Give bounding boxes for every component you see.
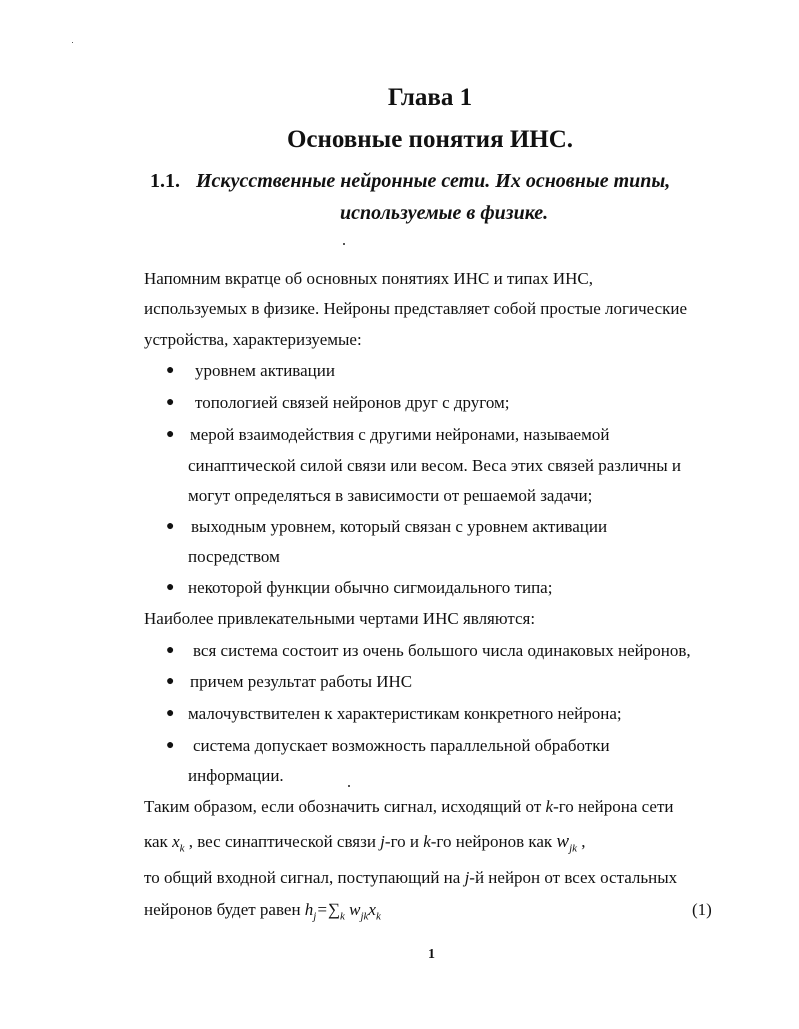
bullet-icon: ● — [166, 519, 175, 534]
final-line-4: нейронов будет равен $h_j=\sum_k$ $w_{jk}x_k$ — [144, 900, 381, 923]
bullet-icon: ● — [166, 674, 175, 689]
section-title-line2: используемые в физике. — [340, 202, 549, 224]
scan-speck — [348, 785, 350, 787]
list-item: топологией связей нейронов друг с другом; — [195, 393, 510, 412]
intro-line-3: устройства, характеризуемые: — [144, 330, 362, 349]
list-item: выходным уровнем, который связан с уровнем активации — [191, 517, 608, 536]
list-item-continuation: могут определяться в зависимости от решаемой задачи; — [188, 486, 593, 505]
equation: $h_j=\sum_k$ $w_{jk}x_k$ — [304, 900, 381, 923]
intro-line-1: Напомним вкратце об основных понятиях ИНС и типах ИНС, — [144, 269, 593, 288]
scan-speck — [72, 42, 73, 43]
bullet-icon: ● — [166, 580, 175, 595]
section-number: 1.1. — [150, 170, 180, 192]
final-line-3: то общий входной сигнал, поступающий на j-й нейрон от всех остальных — [144, 868, 678, 887]
bullet-icon: ● — [166, 643, 175, 658]
list-item-continuation: информации. — [188, 766, 284, 785]
intro-line-2: используемых в физике. Нейроны представляет собой простые логические — [144, 299, 688, 318]
bullet-icon: ● — [166, 427, 175, 442]
list-item: малочувствителен к характеристикам конкретного нейрона; — [188, 704, 622, 723]
bullet-icon: ● — [166, 738, 175, 753]
bullet-icon: ● — [166, 706, 175, 721]
scan-speck — [343, 243, 345, 245]
list-item: система допускает возможность параллельной обработки — [193, 736, 610, 755]
chapter-title: Основные понятия ИНС. — [286, 126, 574, 153]
list-item: вся система состоит из очень большого числа одинаковых нейронов, — [193, 641, 691, 660]
features-intro: Наиболее привлекательными чертами ИНС являются: — [144, 609, 536, 628]
page-number: 1 — [428, 947, 435, 962]
equation-number: (1) — [692, 900, 712, 919]
bullet-icon: ● — [166, 395, 175, 410]
list-item-continuation: посредством — [188, 547, 280, 566]
bullet-icon: ● — [166, 363, 175, 378]
list-item: причем результат работы ИНС — [190, 672, 413, 691]
list-item: мерой взаимодействия с другими нейронами, называемой — [190, 425, 610, 444]
final-line-1: Таким образом, если обозначить сигнал, исходящий от k-го нейрона сети — [144, 797, 674, 816]
list-item: уровнем активации — [195, 361, 335, 380]
list-item: некоторой функции обычно сигмоидального типа; — [188, 578, 553, 597]
final-line-2: как $x_k$ , вес синаптической связи j-го и k-го нейронов как $w_{jk}$ , — [144, 831, 586, 855]
chapter-heading: Глава 1 — [387, 84, 473, 111]
section-title-line1: Искусственные нейронные сети. Их основные типы, — [196, 170, 671, 192]
list-item-continuation: синаптической силой связи или весом. Веса этих связей различны и — [188, 456, 681, 475]
section-heading — [150, 170, 670, 193]
